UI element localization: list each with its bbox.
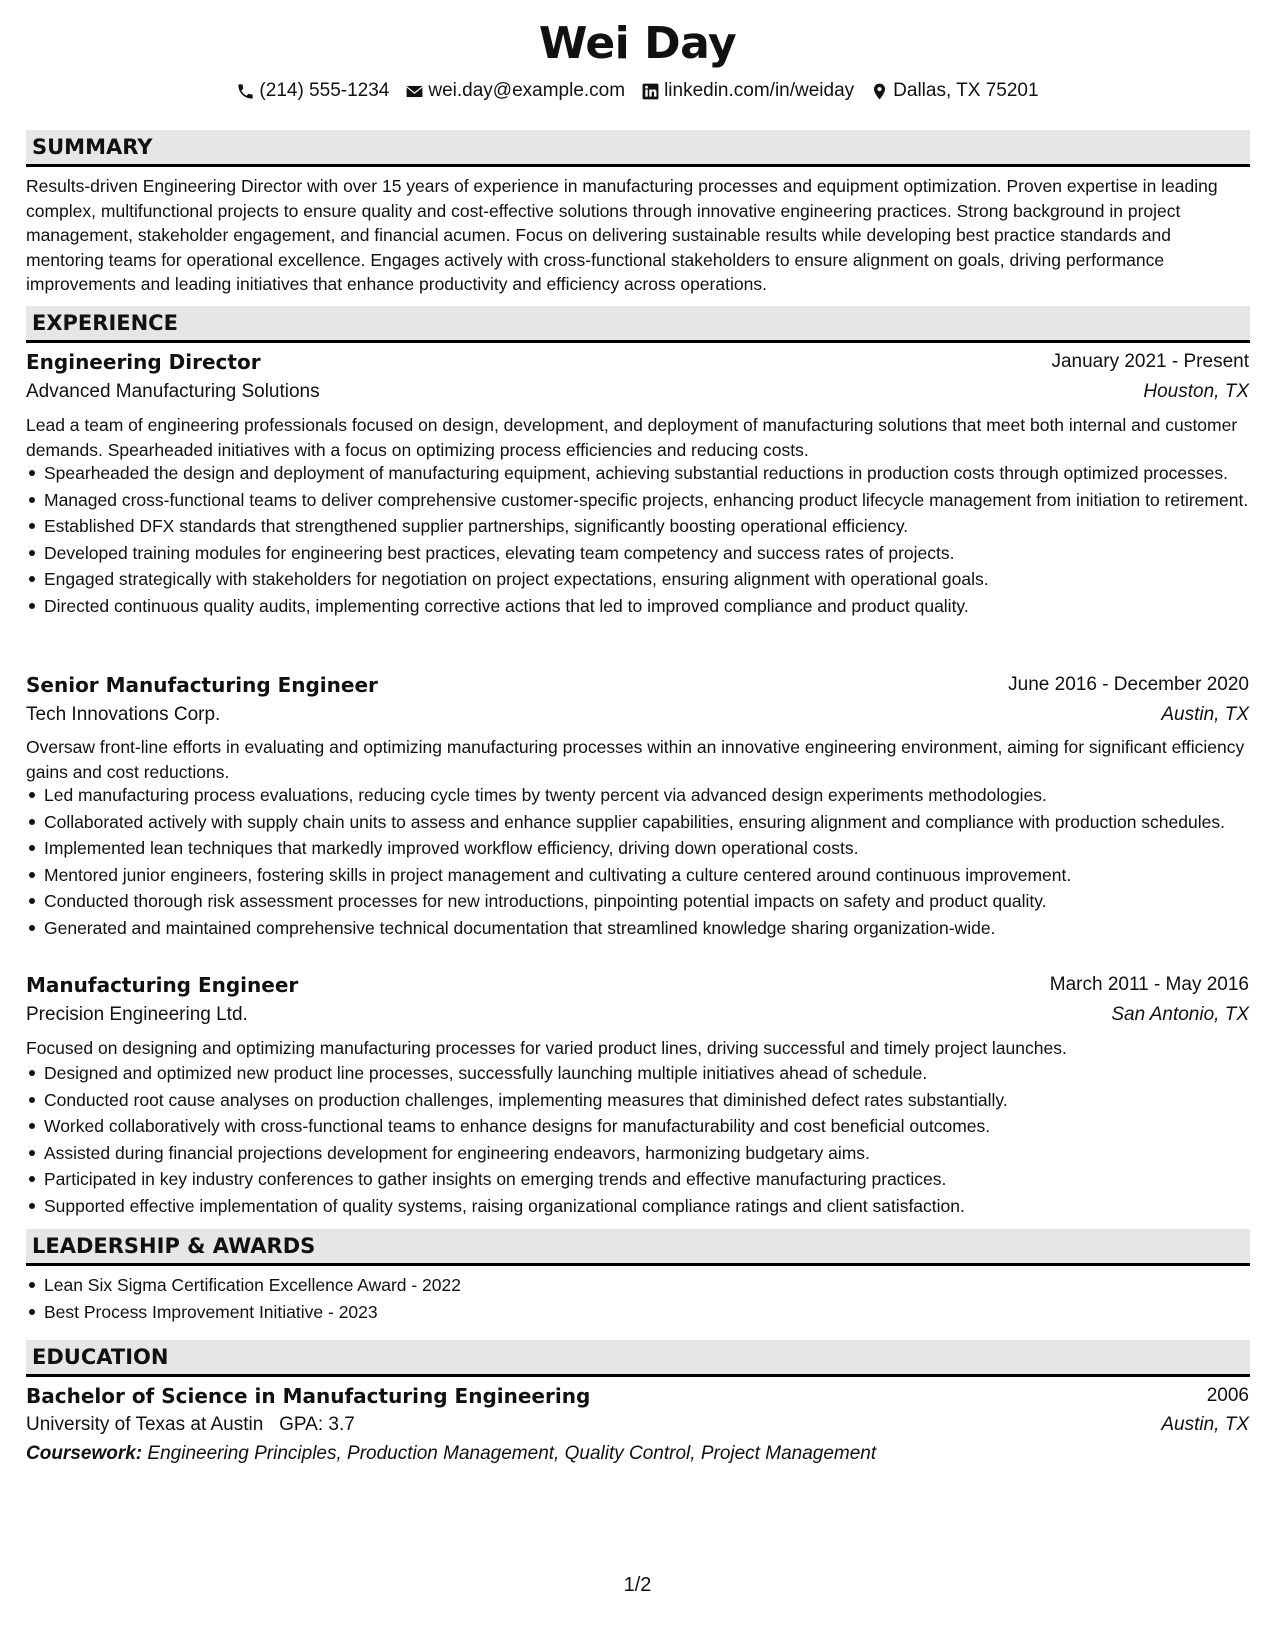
list-item: Led manufacturing process evaluations, reducing cycle times by twenty percent via advanced design experiments methodologies. [44,783,1270,808]
school-name: University of Texas at Austin [26,1414,264,1435]
list-item: Engaged strategically with stakeholders for negotiation on project expectations, ensuring alignment with operational goals. [44,567,1270,592]
list-item: Directed continuous quality audits, implementing corrective actions that led to improved compliance and product quality. [44,594,1270,619]
job-dates: March 2011 - May 2016 [1049,974,1249,995]
coursework-line [26,1443,1252,1465]
contact-phone [236,80,389,102]
location-text: Dallas, TX 75201 [893,80,1039,101]
section-title: EDUCATION [32,1345,169,1369]
section-title: LEADERSHIP & AWARDS [32,1234,316,1258]
section-title: SUMMARY [32,135,153,159]
job-description: Oversaw front-line efforts in evaluating and optimizing manufacturing processes within an innovative engineering environment, aiming for significant efficiency gains and cost reductions. [26,737,1245,782]
coursework-label: Coursework: [26,1443,143,1464]
list-item: Participated in key industry conferences to gather insights on emerging trends and effective manufacturing practices. [44,1167,1270,1192]
linkedin-link[interactable]: linkedin.com/in/weiday [664,80,855,101]
candidate-name: Wei Day [538,18,737,69]
job-title: Manufacturing Engineer [26,973,299,997]
degree-title: Bachelor of Science in Manufacturing Engineering [26,1384,591,1408]
list-item: Mentored junior engineers, fostering skills in project management and cultivating a culture centered around continuous improvement. [44,863,1270,888]
job-bullets [26,1061,1270,1220]
list-item: Worked collaboratively with cross-functional teams to enhance designs for manufacturability and cost beneficial outcomes. [44,1114,1270,1139]
phone-text: (214) 555-1234 [259,80,390,101]
job-bullets [26,783,1270,942]
list-item: Collaborated actively with supply chain units to assess and enhance supplier capabilities, ensuring alignment and compliance with production schedules. [44,810,1270,835]
job-company: Precision Engineering Ltd. [26,1004,248,1025]
section-header-experience [26,306,1250,343]
list-item: Developed training modules for engineering best practices, elevating team competency and success rates of projects. [44,541,1270,566]
job-bullets [26,461,1270,620]
section-header-awards [26,1229,1250,1266]
section-header-education [26,1340,1250,1377]
list-item: Conducted thorough risk assessment processes for new introductions, pinpointing potential impacts on safety and product quality. [44,889,1270,914]
list-item: Implemented lean techniques that markedly improved workflow efficiency, driving down operational costs. [44,836,1270,861]
job-description: Lead a team of engineering professionals focused on design, development, and deployment of manufacturing solutions that meet both internal and customer demands. Spearheaded initiatives with a focus on optimizing process efficiencies and reducing costs. [26,415,1238,460]
job-location: Houston, TX [1143,381,1249,402]
awards-list [26,1273,1270,1326]
list-item: Designed and optimized new product line processes, successfully launching multiple initiatives ahead of schedule. [44,1061,1270,1086]
contact-email[interactable] [405,80,625,102]
job-title: Senior Manufacturing Engineer [26,673,378,697]
contact-linkedin[interactable] [641,80,854,102]
email-link[interactable]: wei.day@example.com [428,80,626,101]
job-dates: June 2016 - December 2020 [1008,674,1249,695]
list-item: Conducted root cause analyses on production challenges, implementing measures that diminished defect rates substantially. [44,1088,1270,1113]
list-item: Managed cross-functional teams to deliver comprehensive customer-specific projects, enhancing product lifecycle management from initiation to retirement. [44,488,1270,513]
coursework-list: Engineering Principles, Production Management, Quality Control, Project Management [147,1443,877,1464]
list-item: Best Process Improvement Initiative - 2023 [44,1300,1270,1325]
page-number: 1/2 [623,1574,652,1596]
list-item: Generated and maintained comprehensive technical documentation that streamlined knowledge sharing organization-wide. [44,916,1270,941]
job-company: Advanced Manufacturing Solutions [26,381,320,402]
job-dates: January 2021 - Present [1051,351,1249,372]
list-item: Lean Six Sigma Certification Excellence Award - 2022 [44,1273,1270,1298]
section-title: EXPERIENCE [32,311,178,335]
linkedin-icon [641,82,660,101]
job-location: San Antonio, TX [1111,1004,1249,1025]
list-item: Assisted during financial projections development for engineering endeavors, harmonizing budgetary aims. [44,1141,1270,1166]
list-item: Spearheaded the design and deployment of manufacturing equipment, achieving substantial reductions in production costs through optimized processes. [44,461,1270,486]
section-header-summary [26,130,1250,167]
job-company: Tech Innovations Corp. [26,704,221,725]
job-location: Austin, TX [1161,704,1249,725]
envelope-icon [405,82,424,101]
school-line [26,1414,355,1436]
list-item: Supported effective implementation of quality systems, raising organizational compliance ratings and client satisfaction. [44,1194,1270,1219]
job-description: Focused on designing and optimizing manufacturing processes for varied product lines, driving successful and timely project launches. [26,1038,1067,1058]
school-location: Austin, TX [1161,1414,1249,1435]
contact-location [870,80,1038,102]
gpa: GPA: 3.7 [279,1414,355,1435]
list-item: Established DFX standards that strengthened supplier partnerships, significantly boosting operational efficiency. [44,514,1270,539]
job-title: Engineering Director [26,350,261,374]
phone-icon [236,82,255,101]
summary-text: Results-driven Engineering Director with over 15 years of experience in manufacturing processes and equipment optimization. Proven expertise in leading complex, multifunctional projects to ensure quality and cost-effective solutions through innovative engineering practices. Strong background in project management, stakeholder engagement, and financial acumen. Focus on delivering sustainable results while developing best practice standards and mentoring teams for operational excellence. Engages actively with cross-functional stakeholders to ensure alignment on goals, driving performance improvements and leading initiatives that enhance productivity and efficiency across operations. [26,176,1218,294]
contact-bar [0,80,1275,102]
graduation-year: 2006 [1206,1385,1249,1406]
map-pin-icon [870,82,889,101]
